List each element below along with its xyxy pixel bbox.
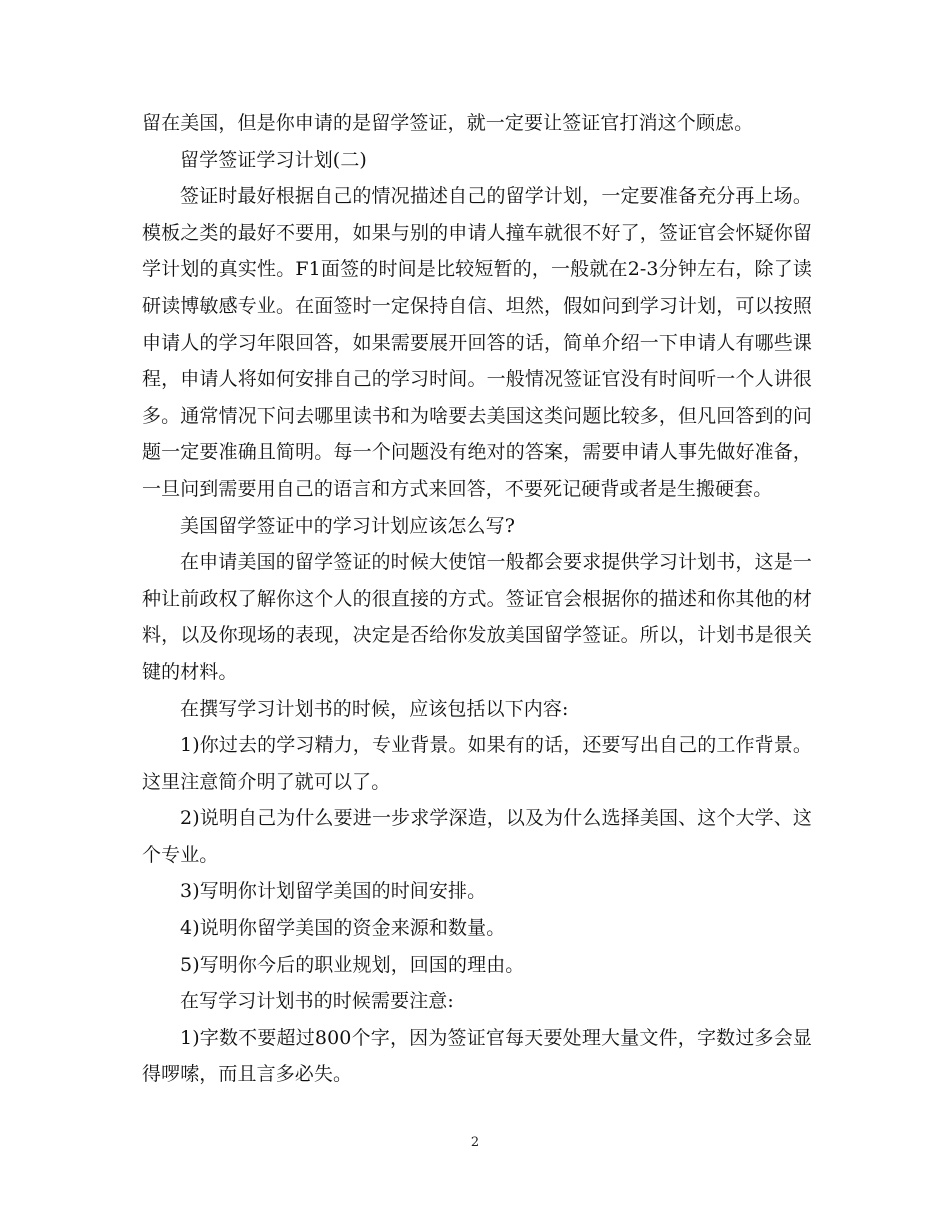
paragraph-continued-text: 留在美国，但是你申请的是留学签证，就一定要让签证官打消这个顾虑。 <box>142 112 754 134</box>
list-item-2: 2)说明自己为什么要进一步求学深造，以及为什么选择美国、这个大学、这个专业。 <box>142 807 812 866</box>
paragraph-study-plan-purpose: 在申请美国的留学签证的时候大使馆一般都会要求提供学习计划书，这是一种让前政权了解你这个人的很直接的方式。签证官会根据你的描述和你其他的材料，以及你现场的表现，决定是否给你发放美国留学签证。所以，计划书是很关键的材料。 <box>142 551 812 683</box>
paragraph-contents-intro: 在撰写学习计划书的时候，应该包括以下内容: <box>180 697 569 720</box>
document-body <box>142 105 812 1093</box>
section-heading-how-to-write: 美国留学签证中的学习计划应该怎么写? <box>180 514 515 537</box>
note-item-1: 1)字数不要超过800个字，因为签证官每天要处理大量文件，字数过多会显得啰嗦，而且言多必失。 <box>142 1026 812 1086</box>
section-heading-study-plan-two: 留学签证学习计划(二) <box>180 148 367 171</box>
list-item-1: 1)你过去的学习精力，专业背景。如果有的话，还要写出自己的工作背景。这里注意简介明了就可以了。 <box>142 734 812 793</box>
list-item-4: 4)说明你留学美国的资金来源和数量。 <box>180 917 506 940</box>
list-item-3: 3)写明你计划留学美国的时间安排。 <box>180 880 487 903</box>
paragraph-notes-intro: 在写学习计划书的时候需要注意: <box>180 990 454 1013</box>
paragraph-visa-interview-advice: 签证时最好根据自己的情况描述自己的留学计划，一定要准备充分再上场。模板之类的最好不要用，如果与别的申请人撞车就很不好了，签证官会怀疑你留学计划的真实性。F1面签的时间是比较短暂的，一般就在2-3分钟左右，除了读研读博敏感专业。在面签时一定保持自信、坦然，假如问到学习计划，可以按照申请人的学习年限回答，如果需要展开回答的话，简单介绍一下申请人有哪些课程，申请人将如何安排自己的学习时间。一般情况签证官没有时间听一个人讲很多。通常情况下问去哪里读书和为啥要去美国这类问题比较多，但凡回答到的问题一定要准确且简明。每一个问题没有绝对的答案，需要申请人事先做好准备，一旦问到需要用自己的语言和方式来回答，不要死记硬背或者是生搬硬套。 <box>142 185 812 500</box>
page-number: 2 <box>470 1135 480 1150</box>
list-item-5: 5)写明你今后的职业规划，回国的理由。 <box>180 953 525 976</box>
